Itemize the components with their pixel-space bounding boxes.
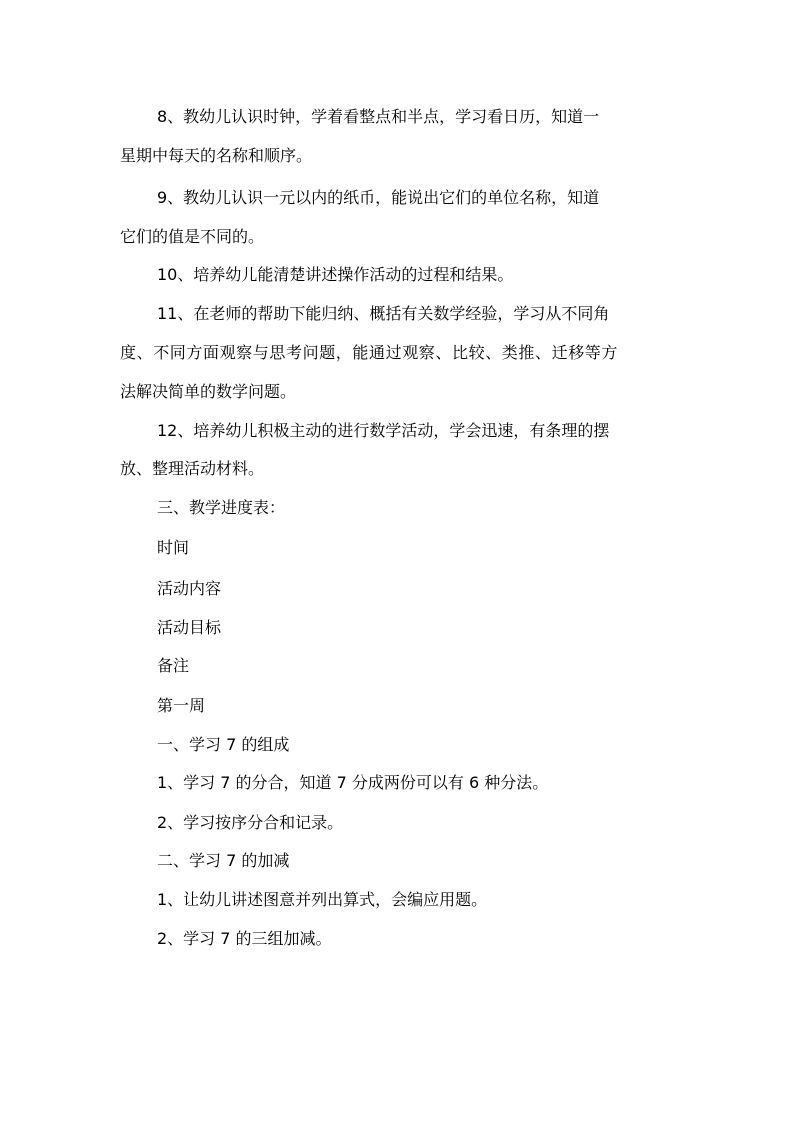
schedule-week: 第一周 bbox=[157, 696, 206, 715]
unit-2-title: 二、学习 7 的加减 bbox=[157, 851, 290, 870]
schedule-col-time: 时间 bbox=[157, 538, 190, 557]
goal-8-line-1: 8、教幼儿认识时钟，学着看整点和半点，学习看日历，知道一 bbox=[157, 107, 600, 126]
unit-1-item-1: 1、学习 7 的分合，知道 7 分成两份可以有 6 种分法。 bbox=[157, 773, 549, 792]
schedule-col-goal: 活动目标 bbox=[157, 618, 222, 637]
goal-12-line-1: 12、培养幼儿积极主动的进行数学活动，学会迅速，有条理的摆 bbox=[157, 421, 610, 440]
goal-8-line-2: 星期中每天的名称和顺序。 bbox=[120, 146, 313, 165]
schedule-col-note: 备注 bbox=[157, 656, 190, 675]
schedule-col-content: 活动内容 bbox=[157, 579, 222, 598]
unit-1-title: 一、学习 7 的组成 bbox=[157, 735, 290, 754]
goal-9-line-2: 它们的值是不同的。 bbox=[120, 227, 265, 246]
goal-11-line-1: 11、在老师的帮助下能归纳、概括有关数学经验，学习从不同角 bbox=[157, 304, 610, 323]
unit-2-item-2: 2、学习 7 的三组加减。 bbox=[157, 929, 332, 948]
unit-2-item-1: 1、让幼儿讲述图意并列出算式，会编应用题。 bbox=[157, 890, 488, 909]
goal-11-line-3: 法解决简单的数学问题。 bbox=[120, 382, 297, 401]
goal-10-line-1: 10、培养幼儿能清楚讲述操作活动的过程和结果。 bbox=[157, 265, 514, 284]
goal-9-line-1: 9、教幼儿认识一元以内的纸币，能说出它们的单位名称，知道 bbox=[157, 188, 600, 207]
unit-1-item-2: 2、学习按序分合和记录。 bbox=[157, 813, 344, 832]
goal-12-line-2: 放、整理活动材料。 bbox=[120, 459, 265, 478]
goal-11-line-2: 度、不同方面观察与思考问题，能通过观察、比较、类推、迁移等方 bbox=[120, 343, 619, 362]
schedule-heading: 三、教学进度表： bbox=[157, 498, 286, 517]
